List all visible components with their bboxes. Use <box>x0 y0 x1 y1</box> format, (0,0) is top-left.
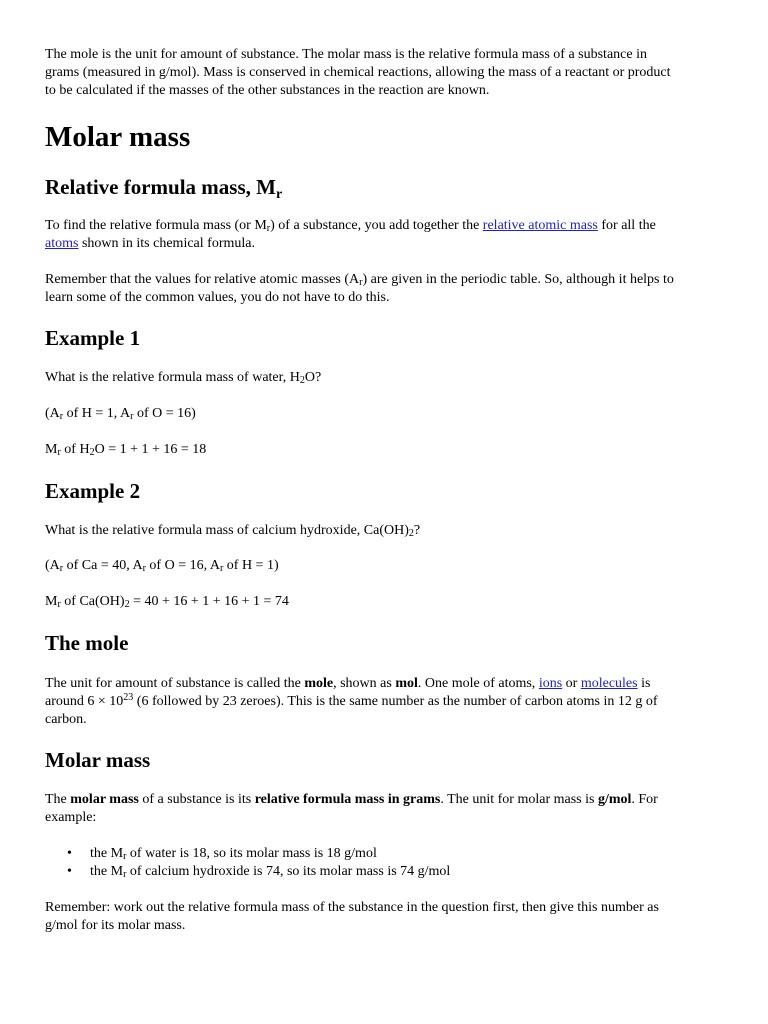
text: of H = 1, A <box>63 406 131 421</box>
text: example: <box>45 810 97 825</box>
section-heading-molar-mass: Molar mass <box>45 748 151 772</box>
subscript: r <box>142 563 146 574</box>
subscript: r <box>359 277 363 288</box>
text: . For <box>631 792 658 807</box>
text: ) are given in the periodic table. So, although it helps to <box>362 272 674 287</box>
text: of water is 18, so its molar mass is 18 g/mol <box>126 846 377 861</box>
text: of H <box>60 442 90 457</box>
text: = 40 + 16 + 1 + 16 + 1 = 74 <box>129 594 289 609</box>
text: shown in its chemical formula. <box>78 236 255 251</box>
text: carbon. <box>45 712 87 727</box>
section-heading-relative-formula-mass <box>45 174 282 200</box>
text: O = 1 + 1 + 16 = 18 <box>94 442 207 457</box>
superscript: 23 <box>123 692 134 703</box>
text: of O = 16, A <box>145 558 220 573</box>
text: (A <box>45 406 60 421</box>
section-heading-the-mole: The mole <box>45 631 129 655</box>
example1-answer <box>45 441 730 459</box>
rfm-paragraph-2 <box>45 271 730 307</box>
text: , shown as <box>333 676 396 691</box>
text: the M <box>90 864 124 879</box>
list-item <box>45 863 730 881</box>
text: the M <box>90 846 124 861</box>
subscript: 2 <box>408 528 414 539</box>
text: of calcium hydroxide is 74, so its molar mass is 74 g/mol <box>126 864 451 879</box>
text: of Ca = 40, A <box>63 558 143 573</box>
rfm-paragraph-1 <box>45 217 730 253</box>
section-heading-example-1: Example 1 <box>45 326 141 350</box>
text: The <box>45 792 71 807</box>
subscript: 2 <box>124 599 130 610</box>
text: of a substance is its <box>138 792 255 807</box>
subscript: r <box>59 563 64 574</box>
link-molecules[interactable]: molecules <box>580 676 638 691</box>
section-heading-example-2: Example 2 <box>45 479 141 503</box>
link-atoms[interactable]: atoms <box>45 236 79 251</box>
link-ions[interactable]: ions <box>538 676 563 691</box>
text: O? <box>304 370 322 385</box>
subscript: r <box>219 563 224 574</box>
subscript: r <box>57 447 61 458</box>
text: of Ca(OH) <box>60 594 125 609</box>
bold-text: mol <box>395 676 418 691</box>
text: Remember that the values for relative atomic masses (A <box>45 272 360 287</box>
bullet-list <box>45 845 730 881</box>
text: Remember: work out the relative formula mass of the substance in the question first, then give this number as <box>45 900 659 915</box>
intro-line: to be calculated if the masses of the other substances in the reaction are known. <box>45 83 490 98</box>
heading-subscript: r <box>275 187 283 202</box>
text: M <box>45 594 58 609</box>
bold-text: relative formula mass in grams <box>254 792 441 807</box>
intro-paragraph <box>45 46 730 100</box>
example1-question <box>45 369 730 387</box>
text: ) of a substance, you add together the <box>270 218 483 233</box>
intro-line: The mole is the unit for amount of substance. The molar mass is the relative formula mass of a substance in <box>45 47 647 62</box>
text: . The unit for molar mass is <box>440 792 598 807</box>
remember-paragraph <box>45 899 730 935</box>
text: M <box>45 442 58 457</box>
intro-line: grams (measured in g/mol). Mass is conserved in chemical reactions, allowing the mass of a reactant or product <box>45 65 671 80</box>
molar-paragraph <box>45 791 730 827</box>
text: . One mole of atoms, <box>417 676 539 691</box>
subscript: r <box>123 869 127 880</box>
example2-question <box>45 522 730 540</box>
subscript: r <box>266 223 271 234</box>
text: To find the relative formula mass (or M <box>45 218 267 233</box>
subscript: 2 <box>89 447 95 458</box>
bold-text: g/mol <box>597 792 632 807</box>
subscript: r <box>123 851 127 862</box>
text: g/mol for its molar mass. <box>45 918 186 933</box>
text: The unit for amount of substance is called the <box>45 676 305 691</box>
text: learn some of the common values, you do not have to do this. <box>45 290 390 305</box>
example2-given <box>45 557 730 575</box>
text: of H = 1) <box>223 558 279 573</box>
example2-answer <box>45 593 730 611</box>
bullet-icon: • <box>67 846 72 861</box>
link-relative-atomic-mass[interactable]: relative atomic mass <box>482 218 598 233</box>
text: (6 followed by 23 zeroes). This is the same number as the number of carbon atoms in 12 g of <box>133 694 658 709</box>
subscript: r <box>130 411 134 422</box>
bullet-icon: • <box>67 864 72 879</box>
subscript: 2 <box>299 375 305 386</box>
example1-given <box>45 405 730 423</box>
text: of O = 16) <box>133 406 196 421</box>
subscript: r <box>59 411 64 422</box>
text: for all the <box>597 218 656 233</box>
mole-paragraph <box>45 675 730 729</box>
text: What is the relative formula mass of calcium hydroxide, Ca(OH) <box>45 523 409 538</box>
subscript: r <box>57 599 61 610</box>
bold-text: mole <box>304 676 334 691</box>
bold-text: molar mass <box>70 792 139 807</box>
heading-text: Relative formula mass, M <box>45 175 276 199</box>
text: ? <box>413 523 421 538</box>
text: (A <box>45 558 60 573</box>
text: is <box>637 676 651 691</box>
text: around 6 × 10 <box>45 694 124 709</box>
text: or <box>562 676 581 691</box>
text: What is the relative formula mass of water, H <box>45 370 300 385</box>
list-item <box>45 845 730 863</box>
page-title: Molar mass <box>45 121 191 153</box>
